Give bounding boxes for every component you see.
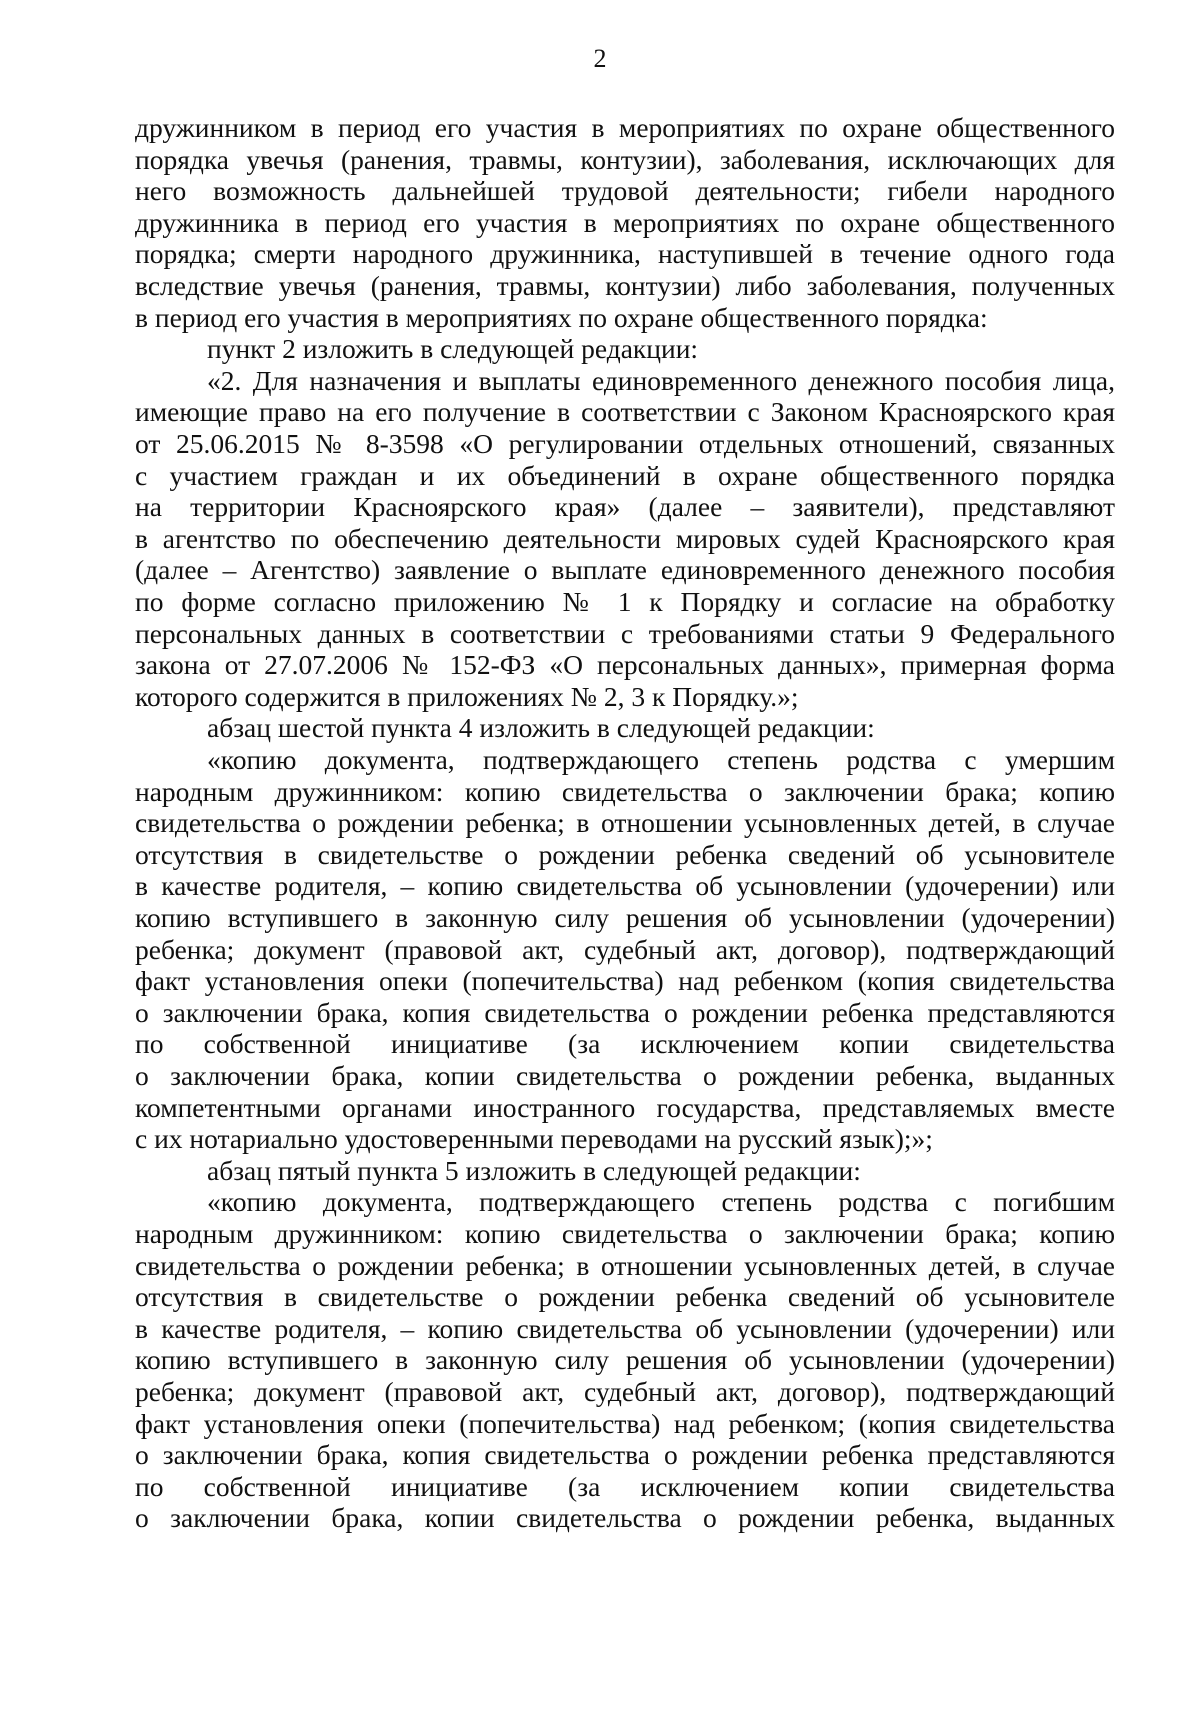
- text-line: от 25.06.2015 № 8-3598 «О регулировании отдельных отношений, связанных: [135, 428, 1115, 459]
- text-line: с их нотариально удостоверенными переводами на русский язык);»;: [135, 1123, 933, 1155]
- text-line: «копию документа, подтверждающего степень родства с умершим: [207, 744, 1115, 775]
- text-line: закона от 27.07.2006 № 152-ФЗ «О персональных данных», примерная форма: [135, 649, 1115, 681]
- text-line: копию вступившего в законную силу решения об усыновлении (удочерении): [135, 902, 1115, 933]
- text-line: ребенка; документ (правовой акт, судебный акт, договор), подтверждающий: [135, 933, 1115, 965]
- text-line: копию вступившего в законную силу решения об усыновлении (удочерении): [135, 1344, 1115, 1376]
- text-line: персональных данных в соответствии с требованиями статьи 9 Федерального: [135, 617, 1115, 649]
- text-line: о заключении брака, копии свидетельства о рождении ребенка, выданных: [135, 1502, 1115, 1534]
- text-line: народным дружинником: копию свидетельства о заключении брака; копию: [135, 1218, 1115, 1249]
- text-line: о заключении брака, копии свидетельства о рождении ребенка, выданных: [135, 1060, 1115, 1091]
- text-line: о заключении брака, копия свидетельства о рождении ребенка представляются: [135, 996, 1115, 1028]
- text-line: факт установления опеки (попечительства) над ребенком (копия свидетельства: [135, 965, 1115, 997]
- text-line: вследствие увечья (ранения, травмы, контузии) либо заболевания, полученных: [135, 270, 1115, 301]
- text-line: в качестве родителя, – копию свидетельства об усыновлении (удочерении) или: [135, 1312, 1115, 1344]
- text-line: по форме согласно приложению № 1 к Порядку и согласие на обработку: [135, 586, 1115, 617]
- text-line: абзац пятый пункта 5 изложить в следующей редакции:: [207, 1154, 861, 1186]
- text-line: дружинника в период его участия в мероприятиях по охране общественного: [135, 206, 1115, 238]
- page-number: 2: [593, 44, 607, 73]
- text-line: (далее – Агентство) заявление о выплате единовременного денежного пособия: [135, 554, 1115, 586]
- text-line: которого содержится в приложениях № 2, 3 к Порядку.»;: [135, 680, 799, 712]
- text-line: в период его участия в мероприятиях по охране общественного порядка:: [135, 301, 988, 333]
- text-line: факт установления опеки (попечительства) над ребенком; (копия свидетельства: [135, 1407, 1115, 1439]
- text-line: с участием граждан и их объединений в охране общественного порядка: [135, 459, 1115, 491]
- text-line: народным дружинником: копию свидетельства о заключении брака; копию: [135, 775, 1115, 807]
- text-line: отсутствия в свидетельстве о рождении ребенка сведений об усыновителе: [135, 1281, 1115, 1313]
- text-line: свидетельства о рождении ребенка; в отношении усыновленных детей, в случае: [135, 807, 1115, 839]
- text-line: порядка; смерти народного дружинника, наступившей в течение одного года: [135, 238, 1115, 270]
- text-line: дружинником в период его участия в мероприятиях по охране общественного: [135, 112, 1115, 143]
- text-line: по собственной инициативе (за исключением копии свидетельства: [135, 1470, 1115, 1502]
- text-line: имеющие право на его получение в соответствии с Законом Красноярского края: [135, 396, 1115, 428]
- text-line: него возможность дальнейшей трудовой деятельности; гибели народного: [135, 175, 1115, 207]
- text-line: в агентство по обеспечению деятельности мировых судей Красноярского края: [135, 522, 1115, 554]
- text-line: пункт 2 изложить в следующей редакции:: [207, 333, 699, 365]
- text-line: порядка увечья (ранения, травмы, контузии), заболевания, исключающих для: [135, 143, 1115, 175]
- text-line: по собственной инициативе (за исключением копии свидетельства: [135, 1028, 1115, 1060]
- text-line: «2. Для назначения и выплаты единовременного денежного пособия лица,: [207, 364, 1115, 396]
- text-line: на территории Красноярского края» (далее – заявители), представляют: [135, 491, 1115, 523]
- text-line: компетентными органами иностранного государства, представляемых вместе: [135, 1091, 1115, 1123]
- text-line: в качестве родителя, – копию свидетельства об усыновлении (удочерении) или: [135, 870, 1115, 902]
- text-line: о заключении брака, копия свидетельства о рождении ребенка представляются: [135, 1439, 1115, 1471]
- text-line: отсутствия в свидетельстве о рождении ребенка сведений об усыновителе: [135, 838, 1115, 870]
- text-line: абзац шестой пункта 4 изложить в следующей редакции:: [207, 712, 875, 744]
- text-line: ребенка; документ (правовой акт, судебный акт, договор), подтверждающий: [135, 1376, 1115, 1407]
- text-line: «копию документа, подтверждающего степень родства с погибшим: [207, 1186, 1115, 1218]
- text-line: свидетельства о рождении ребенка; в отношении усыновленных детей, в случае: [135, 1249, 1115, 1281]
